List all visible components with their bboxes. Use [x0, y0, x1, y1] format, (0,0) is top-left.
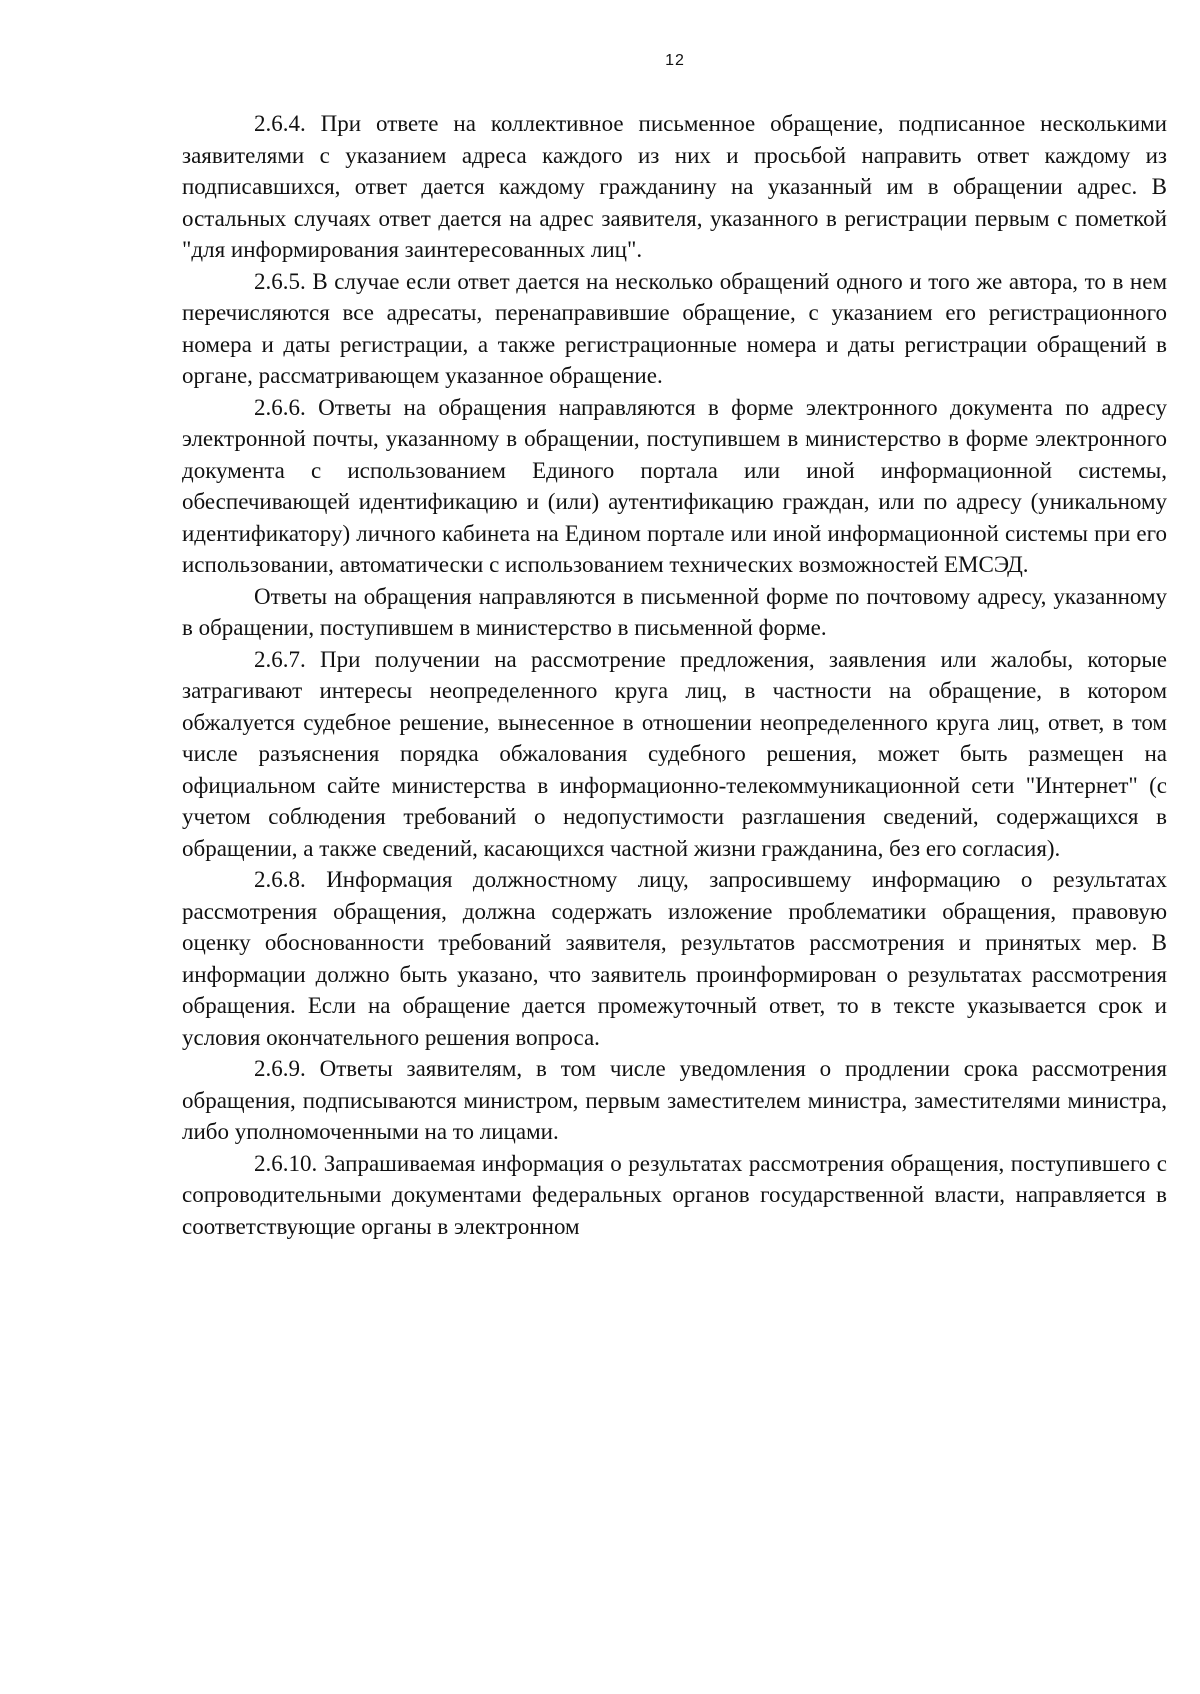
paragraph-2-6-9: 2.6.9. Ответы заявителям, в том числе уведомления о продлении срока рассмотрения обращения, подписываются министром, первым заместителем министра, заместителями министра, либо уполномоченными на то лицами. — [182, 1056, 1167, 1144]
paragraph-2-6-5: 2.6.5. В случае если ответ дается на несколько обращений одного и того же автора, то в нем перечисляются все адресаты, перенаправившие обращение, с указанием его регистрационного номера и даты регистрации, а также регистрационные номера и даты регистрации обращений в органе, рассматривающем указанное обращение. — [182, 268, 1167, 388]
page-number: 12 — [665, 52, 685, 69]
paragraph-2-6-8: 2.6.8. Информация должностному лицу, запросившему информацию о результатах рассмотрения обращения, должна содержать изложение проблематики обращения, правовую оценку обоснованности требований заявителя, результатов рассмотрения и принятых мер. В информации должно быть указано, что заявитель проинформирован о результатах рассмотрения обращения. Если на обращение дается промежуточный ответ, то в тексте указывается срок и условия окончательного решения вопроса. — [182, 867, 1167, 1050]
paragraph-2-6-10: 2.6.10. Запрашиваемая информация о результатах рассмотрения обращения, поступившего с сопроводительными документами федеральных органов государственной власти, направляется в соответствующие органы в электронном — [182, 1150, 1167, 1239]
paragraph-2-6-7: 2.6.7. При получении на рассмотрение предложения, заявления или жалобы, которые затрагивают интересы неопределенного круга лиц, в частности на обращение, в котором обжалуется судебное решение, вынесенное в отношении неопределенного круга лиц, ответ, в том числе разъяснения порядка обжалования судебного решения, может быть размещен на официальном сайте министерства в информационно-телекоммуникационной сети "Интернет" (с учетом соблюдения требований о недопустимости разглашения сведений, содержащихся в обращении, а также сведений, касающихся частной жизни гражданина, без его согласия). — [182, 646, 1167, 861]
paragraph-2-6-6-postal: Ответы на обращения направляются в письменной форме по почтовому адресу, указанному в обращении, поступившем в министерство в письменной форме. — [182, 583, 1167, 640]
paragraph-2-6-6: 2.6.6. Ответы на обращения направляются в форме электронного документа по адресу электронной почты, указанному в обращении, поступившем в министерство в форме электронного документа с использованием Единого портала или иной информационной системы, обеспечивающей идентификацию и (или) аутентификацию граждан, или по адресу (уникальному идентификатору) личного кабинета на Едином портале или иной информационной системы при его использовании, автоматически с использованием технических возможностей ЕМСЭД. — [182, 394, 1167, 577]
document-body — [182, 108, 1167, 1242]
paragraph-2-6-4: 2.6.4. При ответе на коллективное письменное обращение, подписанное несколькими заявителями с указанием адреса каждого из них и просьбой направить ответ каждому из подписавшихся, ответ дается каждому гражданину на указанный им в обращении адрес. В остальных случаях ответ дается на адрес заявителя, указанного в регистрации первым с пометкой "для информирования заинтересованных лиц". — [182, 111, 1167, 262]
